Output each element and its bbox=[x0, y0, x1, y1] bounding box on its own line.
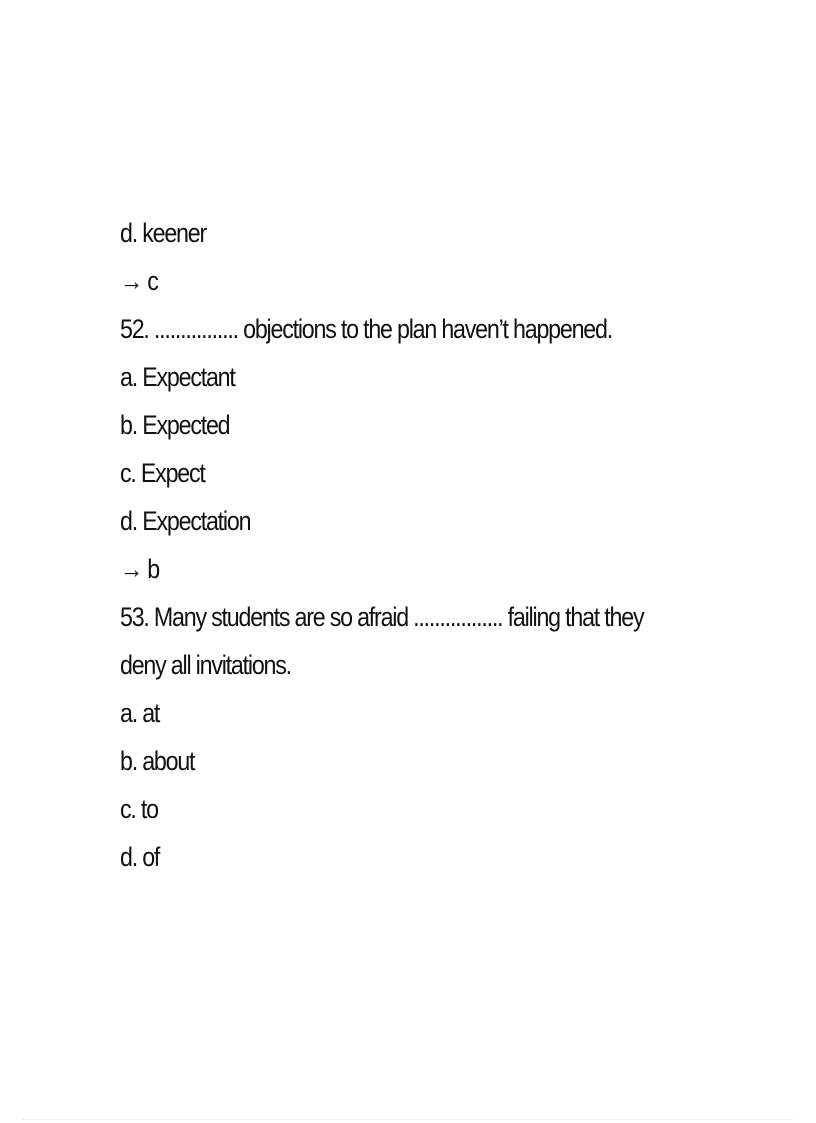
q52-question: 52. ................ objections to the plan haven’t happened. bbox=[120, 314, 612, 344]
q52-option-c: c. Expect bbox=[120, 458, 205, 488]
q52-option-b: b. Expected bbox=[120, 410, 230, 440]
q53-question: 53. Many students are so afraid ................. failing that they deny all invitations. bbox=[120, 602, 644, 680]
q51-option-d: d. keener bbox=[120, 218, 206, 248]
q52-option-d: d. Expectation bbox=[120, 506, 251, 536]
q51-answer: → c bbox=[120, 266, 158, 296]
q52-answer: → b bbox=[120, 554, 159, 584]
q53-option-a: a. at bbox=[120, 698, 160, 728]
page-bottom-edge bbox=[22, 1119, 794, 1120]
q53-option-b: b. about bbox=[120, 746, 195, 776]
q52-option-a: a. Expectant bbox=[120, 362, 235, 392]
quiz-content bbox=[120, 209, 720, 881]
q53-option-c: c. to bbox=[120, 794, 158, 824]
q53-option-d: d. of bbox=[120, 842, 160, 872]
